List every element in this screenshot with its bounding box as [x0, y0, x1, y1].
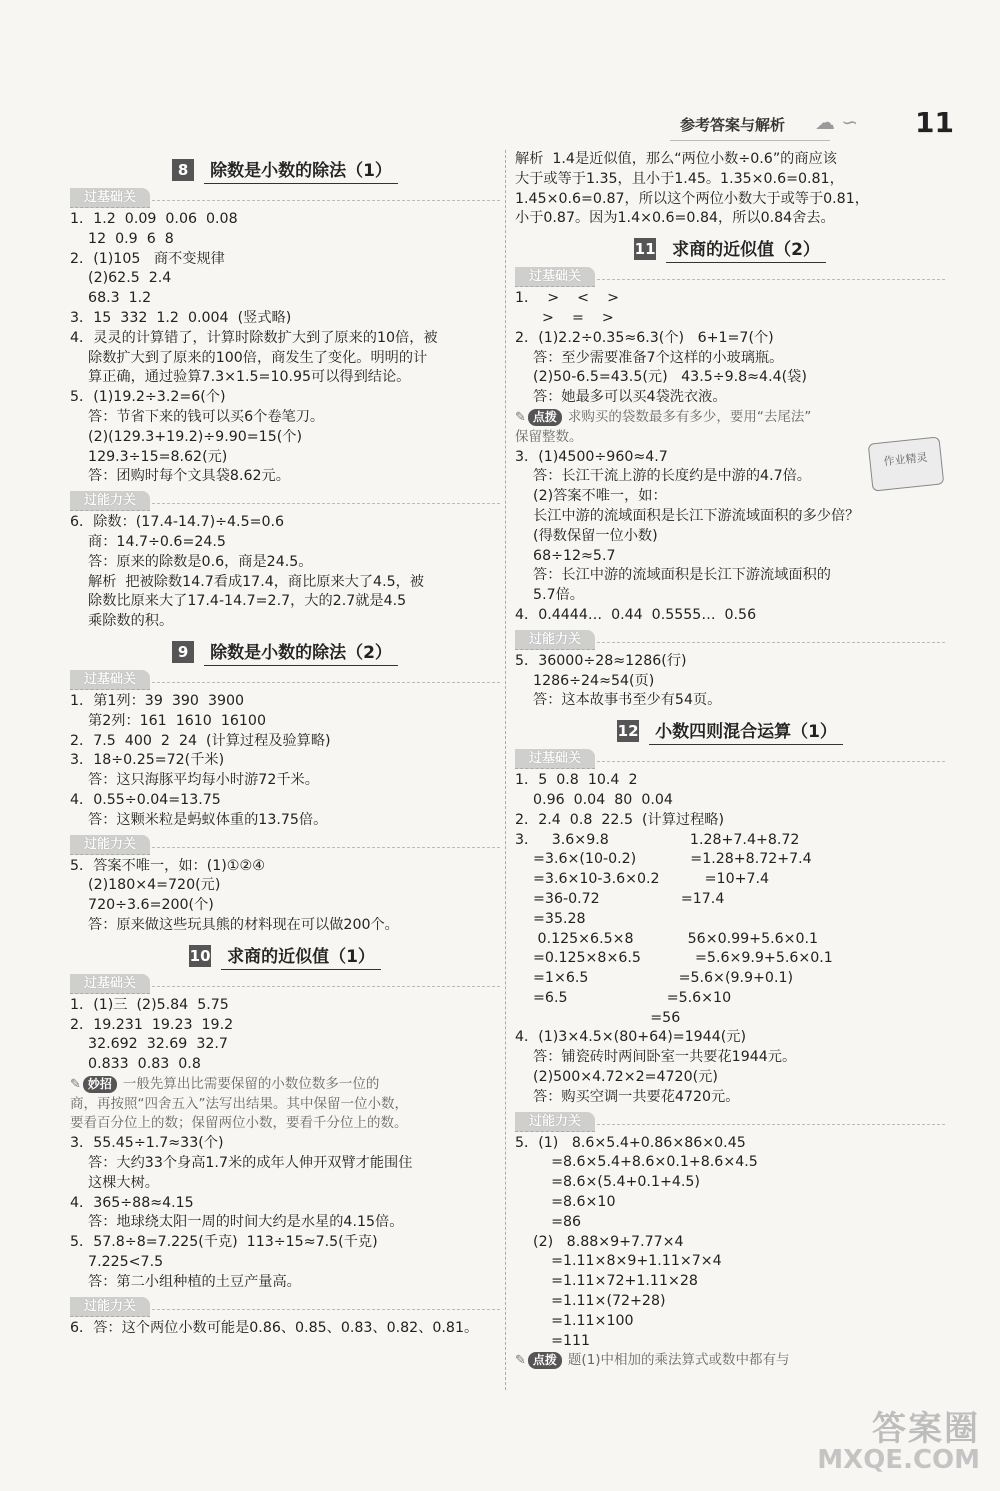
- answer-line: 除数比原来大了17.4-14.7=2.7，大的2.7就是4.5: [70, 593, 407, 610]
- homework-stamp-icon: [868, 436, 945, 491]
- section-10-basic-answers: [70, 996, 500, 1075]
- answer-line: 答：原来做这些玩具熊的材料现在可以做200个。: [70, 916, 399, 933]
- tip-text: 商，再按照“四舍五入”法写出结果。其中保留一位小数，: [70, 1095, 408, 1112]
- answer-line: 商：14.7÷0.6=24.5: [70, 533, 226, 550]
- answer-line: 答：地球绕太阳一周的时间大约是水星的4.15倍。: [70, 1214, 404, 1231]
- answer-line: (2)50-6.5=43.5(元) 43.5÷9.8≈4.4(袋): [515, 369, 807, 386]
- answer-line: 1．5 0.8 10.4 2: [515, 772, 638, 789]
- watermark-logo: [770, 1401, 980, 1481]
- answer-line: 32.692 32.69 32.7: [70, 1036, 228, 1053]
- section-title: 求商的近似值（1）: [221, 942, 381, 970]
- answer-line: (2)500×4.72×2=4720(元): [515, 1069, 718, 1086]
- answer-line: 1．1.2 0.09 0.06 0.08: [70, 211, 238, 227]
- answer-line: =3.6×10-3.6×0.2 =10+7.4: [515, 871, 770, 888]
- answer-line: =6.5 =5.6×10: [515, 989, 732, 1006]
- header-title: 参考答案与解析: [680, 116, 786, 134]
- tag-ability: 过能力关: [70, 491, 150, 511]
- answer-line: 0.125×6.5×8 56×0.99+5.6×0.1: [515, 930, 819, 947]
- answer-line: 6．除数：(17.4-14.7)÷4.5=0.6: [70, 514, 285, 531]
- answer-line: (2)62.5 2.4: [70, 270, 172, 287]
- section-11-ability-answers: [515, 652, 945, 711]
- answer-line: 1286÷24≈54(页): [515, 672, 655, 689]
- answer-line: =1.11×(72+28): [515, 1293, 666, 1310]
- answer-line: 5．答案不唯一，如：(1)①②④: [70, 857, 265, 874]
- answer-line: =35.28: [515, 910, 586, 927]
- tip-text: 要看百分位上的数；保留两位小数，要看千分位上的数。: [70, 1115, 408, 1132]
- tag-basic: 过基础关: [70, 974, 150, 994]
- section-12-heading: [515, 717, 945, 745]
- section-number: 9: [172, 641, 194, 663]
- answer-line: =1.11×72+1.11×28: [515, 1273, 698, 1290]
- tag-basic: 过基础关: [70, 188, 150, 208]
- answer-line: =0.125×8×6.5 =5.6×9.9+5.6×0.1: [515, 950, 833, 967]
- section-12-ability-answers: [515, 1134, 945, 1352]
- section-8-ability-answers: [70, 513, 500, 632]
- answer-line: (得数保留一位小数): [515, 527, 658, 544]
- answer-line: 5．57.8÷8=7.225(千克) 113÷15≈7.5(千克): [70, 1234, 378, 1251]
- answer-line: 720÷3.6=200(个): [70, 897, 214, 914]
- answer-line: 3．55.45÷1.7≈33(个): [70, 1135, 224, 1152]
- section-8-basic-answers: [70, 210, 500, 487]
- tip-text: 一般先算出比需要保留的小数位数多一位的: [122, 1075, 380, 1092]
- answer-line: 5．(1)19.2÷3.2=6(个): [70, 389, 226, 406]
- section-number: 11: [634, 240, 656, 259]
- answer-line: 1． > < >: [515, 290, 619, 307]
- section-title: 除数是小数的除法（1）: [204, 156, 398, 184]
- answer-line: 4．365÷88≈4.15: [70, 1194, 194, 1211]
- answer-line: 答：长江中游的流域面积是长江下游流域面积的: [515, 567, 831, 584]
- tag-basic: 过基础关: [515, 267, 595, 287]
- answer-line: 答：节省下来的钱可以买6个卷笔刀。: [70, 408, 325, 425]
- answer-line: 长江中游的流域面积是长江下游流域面积的多少倍？: [515, 507, 860, 524]
- answer-line: 68.3 1.2: [70, 290, 152, 307]
- section-number: 12: [617, 722, 639, 741]
- answer-line: =86: [515, 1213, 582, 1230]
- answer-line: 第2列：161 1610 16100: [70, 712, 266, 729]
- tip-text: 求购买的袋数最多有多少，要用“去尾法”: [567, 408, 812, 425]
- answer-line: 1.45×0.6=0.87，所以这个两位小数大于或等于0.81，: [515, 190, 869, 207]
- section-10-analysis: [515, 150, 945, 229]
- answer-line: 4．0.4444… 0.44 0.5555… 0.56: [515, 606, 757, 623]
- section-title: 小数四则混合运算（1）: [649, 717, 843, 745]
- pen-icon: ✎: [515, 409, 526, 425]
- section-10-heading: [70, 942, 500, 970]
- answer-line: > = >: [515, 309, 614, 326]
- answer-line: 2．19.231 19.23 19.2: [70, 1016, 234, 1033]
- section-10-ability-answers: [70, 1319, 500, 1339]
- answer-line: 7.225<7.5: [70, 1254, 164, 1271]
- answer-line: 算正确，通过验算7.3×1.5=10.95可以得到结论。: [70, 369, 411, 386]
- watermark-top: 答案圈: [872, 1409, 980, 1449]
- answer-line: 解析 1.4是近似值，那么“两位小数÷0.6”的商应该: [515, 151, 837, 167]
- answer-line: 答：这颗米粒是蚂蚁体重的13.75倍。: [70, 811, 328, 828]
- answer-line: =1.11×100: [515, 1312, 634, 1329]
- answer-line: 4．0.55÷0.04=13.75: [70, 791, 221, 808]
- tip-tag: 妙招: [83, 1076, 117, 1093]
- answer-line: =8.6×(5.4+0.1+4.5): [515, 1174, 700, 1191]
- answer-line: =1.11×8×9+1.11×7×4: [515, 1253, 722, 1270]
- section-11-basic-answers: [515, 289, 945, 408]
- tip-box: [515, 1351, 945, 1371]
- tip-text: 题(1)中相加的乘法算式或数中都有与: [567, 1352, 790, 1369]
- tag-ability: 过能力关: [70, 1297, 150, 1317]
- section-10-basic-answers-cont: [70, 1134, 500, 1292]
- tag-basic: 过基础关: [515, 749, 595, 769]
- right-column: [515, 150, 945, 1371]
- section-9-basic-answers: [70, 692, 500, 831]
- cloud-decoration-icon: ☁ ∽: [815, 110, 859, 134]
- column-divider: [505, 150, 506, 1390]
- answer-line: 2．2.4 0.8 22.5 (计算过程略): [515, 811, 724, 828]
- tag-ability: 过能力关: [515, 630, 595, 650]
- answer-line: 答：第二小组种植的土豆产量高。: [70, 1273, 301, 1290]
- answer-line: 答：铺瓷砖时两间卧室一共要花1944元。: [515, 1049, 797, 1066]
- answer-line: 乘除数的积。: [70, 613, 174, 630]
- answer-line: 2．(1)2.2÷0.35≈6.3(个) 6+1=7(个): [515, 329, 774, 346]
- answer-line: 解析 把被除数14.7看成17.4，商比原来大了4.5，被: [70, 573, 424, 590]
- answer-line: 小于0.87。因为1.4×0.6=0.84，所以0.84舍去。: [515, 210, 835, 227]
- answer-line: =56: [515, 1009, 681, 1026]
- answer-line: =3.6×(10-0.2) =1.28+8.72+7.4: [515, 851, 812, 868]
- answer-line: 5.7倍。: [515, 587, 584, 604]
- answer-line: 6．答：这个两位小数可能是0.86、0.85、0.83、0.82、0.81。: [70, 1319, 479, 1336]
- answer-line: 68÷12≈5.7: [515, 547, 616, 564]
- answer-line: 4．(1)3×4.5×(80+64)=1944(元): [515, 1029, 746, 1046]
- answer-line: =111: [515, 1332, 591, 1349]
- tip-tag: 点拨: [528, 1352, 562, 1369]
- section-number: 8: [172, 159, 194, 181]
- section-title: 除数是小数的除法（2）: [204, 638, 398, 666]
- answer-line: 除数扩大到了原来的100倍，商发生了变化。明明的计: [70, 349, 428, 366]
- answer-line: =8.6×5.4+8.6×0.1+8.6×4.5: [515, 1154, 758, 1171]
- answer-line: 答：这本故事书至少有54页。: [515, 692, 722, 709]
- answer-line: 1．第1列：39 390 3900: [70, 692, 245, 709]
- tip-text: 保留整数。: [515, 428, 583, 445]
- answer-line: (2)答案不唯一，如：: [515, 488, 667, 505]
- pen-icon: ✎: [70, 1076, 81, 1092]
- answer-line: 大于或等于1.35，且小于1.45。1.35×0.6=0.81，: [515, 170, 844, 187]
- answer-line: 0.96 0.04 80 0.04: [515, 791, 673, 808]
- answer-line: =36-0.72 =17.4: [515, 890, 725, 907]
- answer-line: 答：长江干流上游的长度约是中游的4.7倍。: [515, 468, 811, 485]
- answer-line: 答：她最多可以买4袋洗衣液。: [515, 389, 727, 406]
- answer-line: 1．(1)三 (2)5.84 5.75: [70, 996, 229, 1013]
- answer-line: 129.3÷15=8.62(元): [70, 448, 228, 465]
- answer-line: 这棵大树。: [70, 1174, 159, 1191]
- answer-line: =1×6.5 =5.6×(9.9+0.1): [515, 970, 794, 987]
- answer-line: 3． 3.6×9.8 1.28+7.4+8.72: [515, 831, 800, 848]
- answer-line: 5．(1) 8.6×5.4+0.86×86×0.45: [515, 1134, 746, 1151]
- answer-line: 答：购买空调一共要花4720元。: [515, 1088, 740, 1105]
- section-12-basic-answers: [515, 771, 945, 1108]
- tip-box: [70, 1075, 500, 1134]
- answer-line: 12 0.9 6 8: [70, 230, 174, 247]
- answer-line: 3．(1)4500÷960≈4.7: [515, 448, 668, 465]
- answer-line: 5．36000÷28≈1286(行): [515, 652, 687, 669]
- answer-line: 答：这只海豚平均每小时游72千米。: [70, 772, 319, 789]
- answer-line: 答：原来的除数是0.6，商是24.5。: [70, 553, 313, 570]
- page-header: [670, 106, 960, 146]
- answer-line: 3．15 332 1.2 0.004 (竖式略): [70, 309, 292, 326]
- section-11-heading: [515, 235, 945, 263]
- section-number: 10: [189, 946, 211, 965]
- tag-ability: 过能力关: [70, 835, 150, 855]
- section-8-heading: [70, 156, 500, 184]
- page-number: 11: [915, 106, 954, 139]
- answer-line: (2)(129.3+19.2)÷9.90=15(个): [70, 428, 302, 445]
- answer-line: 0.833 0.83 0.8: [70, 1056, 201, 1073]
- pen-icon: ✎: [515, 1353, 526, 1369]
- answer-line: =8.6×10: [515, 1194, 616, 1211]
- answer-line: (2)180×4=720(元): [70, 877, 221, 894]
- answer-line: 答：团购时每个文具袋8.62元。: [70, 468, 290, 485]
- stamp-text: 作业精灵: [882, 450, 929, 469]
- answer-line: 2．(1)105 商不变规律: [70, 250, 225, 267]
- tag-ability: 过能力关: [515, 1112, 595, 1132]
- answer-line: (2) 8.88×9+7.77×4: [515, 1233, 684, 1250]
- answer-line: 3．18÷0.25=72(千米): [70, 752, 225, 769]
- section-9-ability-answers: [70, 857, 500, 936]
- section-title: 求商的近似值（2）: [666, 235, 826, 263]
- section-9-heading: [70, 638, 500, 666]
- tip-tag: 点拨: [528, 409, 562, 426]
- answer-line: 答：至少需要准备7个这样的小玻璃瓶。: [515, 349, 784, 366]
- left-column: [70, 150, 500, 1338]
- answer-line: 4．灵灵的计算错了，计算时除数扩大到了原来的10倍，被: [70, 329, 438, 346]
- tag-basic: 过基础关: [70, 670, 150, 690]
- watermark-bottom: MXQE.COM: [817, 1445, 980, 1475]
- answer-line: 2．7.5 400 2 24 (计算过程及验算略): [70, 732, 331, 749]
- answer-line: 答：大约33个身高1.7米的成年人伸开双臂才能围住: [70, 1155, 413, 1172]
